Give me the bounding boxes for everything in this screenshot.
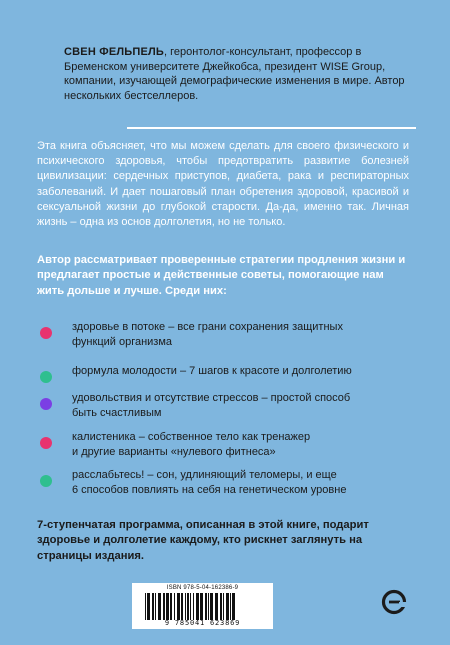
barcode-panel	[132, 583, 273, 629]
list-item-text: удовольствия и отсутствие стрессов – простой способ	[72, 392, 351, 404]
list-item	[37, 364, 352, 379]
list-item-text: формула молодости – 7 шагов к красоте и долголетию	[72, 365, 352, 377]
key-points-intro: Автор рассматривает проверенные стратегии продления жизни и предлагает простые и действенные советы, помогающие нам жить дольше и лучше. Среди них:	[37, 254, 406, 297]
book-description: Эта книга объясняет, что мы можем сделать для своего физического и психического здоровья, чтобы предотвратить развитие болезней цивилизации: сердечных приступов, диабета, рака и респираторных заболеваний. И дает пошаговый план обретения здоровой, красивой и сексуальной жизни до глубокой старости. Да-да, именно так. Личная жизнь – одна из основ долголетия, но не только.	[37, 140, 409, 229]
barcode-icon	[145, 593, 260, 620]
list-item	[37, 320, 343, 350]
list-item-text: 6 способов повлиять на себя на генетическом уровне	[72, 484, 347, 497]
divider-line	[127, 127, 416, 129]
author-bio	[64, 45, 416, 103]
list-item-text: расслабьтесь! – сон, удлиняющий теломеры, и еще	[72, 469, 337, 481]
author-bio-text: , геронтолог-консультант, профессор в Бременском университете Джейкобса, президент WISE Group, компании, изучающей демографические изменения в мире. Автор нескольких бестселлеров.	[64, 46, 405, 102]
list-item-text: калистеника – собственное тело как тренажер	[72, 431, 311, 443]
list-item-text: и другие варианты «нулевого фитнеса»	[72, 446, 276, 459]
list-item	[37, 430, 310, 460]
list-item-text: здоровье в потоке – все грани сохранения защитных	[72, 321, 343, 333]
list-item-text: функций организма	[72, 336, 173, 349]
bullet-dot-icon	[40, 327, 52, 339]
author-name: СВЕН ФЕЛЬПЕЛЬ	[64, 46, 165, 58]
conclusion-text: 7-ступенчатая программа, описанная в этой книге, подарит здоровье и долголетие каждому, кто рискнет заглянуть на страницы издания.	[37, 519, 369, 562]
bullet-dot-icon	[40, 398, 52, 410]
list-item-text: быть счастливым	[72, 407, 162, 420]
list-item	[37, 391, 350, 421]
isbn-label: ISBN 978-5-04-162386-9	[166, 585, 239, 591]
bullet-dot-icon	[40, 475, 52, 487]
barcode-digits: 9 785041 623869	[164, 619, 241, 627]
list-item	[37, 468, 346, 498]
bullet-dot-icon	[40, 437, 52, 449]
bullet-dot-icon	[40, 371, 52, 383]
publisher-logo-icon	[381, 589, 407, 615]
